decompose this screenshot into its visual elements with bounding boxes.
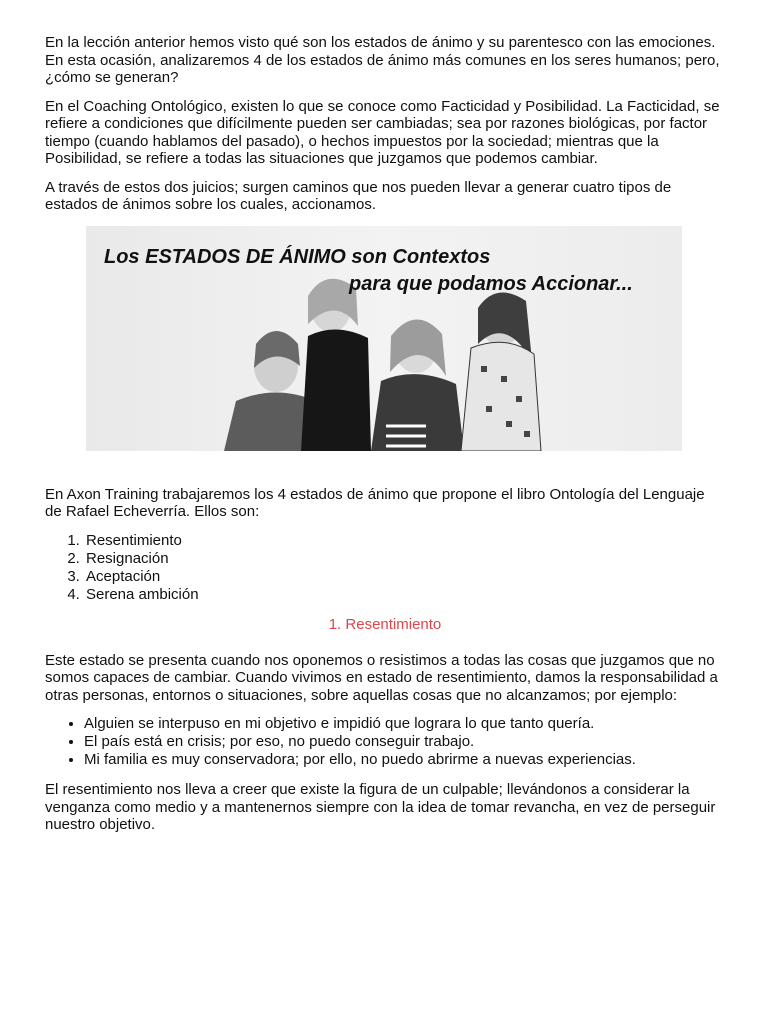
list-item: 3. Aceptación <box>84 568 725 586</box>
ejemplos-list <box>45 715 725 769</box>
list-item: • El país está en crisis; por eso, no puedo conseguir trabajo. <box>84 733 725 751</box>
banner-line-2: para que podamos Accionar... <box>349 272 633 295</box>
list-item: • Mi familia es muy conservadora; por ello, no puedo abrirme a nuevas experiencias. <box>84 751 725 769</box>
resentimiento-paragraph: Este estado se presenta cuando nos oponemos o resistimos a todas las cosas que juzgamos que no somos capaces de cambiar. Cuando vivimos en estado de resentimiento, damos la responsabilidad a otras personas, entornos o situaciones, sobre aquellas cosas que no alcanzamos; por ejemplo: <box>45 651 718 704</box>
coaching-paragraph: En el Coaching Ontológico, existen lo que se conoce como Facticidad y Posibilidad. La Facticidad, se refiere a condiciones que difícilmente pueden ser cambiadas; sea por razones biológicas, por factor tiempo (cuando hablamos del pasado), o hechos impuestos por la sociedad; mientras que la Posibilidad, se refiere a todas las situaciones que juzgamos que podemos cambiar. <box>45 97 720 167</box>
banner-image <box>86 226 682 451</box>
intro-paragraph: En la lección anterior hemos visto qué son los estados de ánimo y su parentesco con las emociones. En esta ocasión, analizaremos 4 de los estados de ánimo más comunes en los seres humanos; pero, ¿cómo se generan? <box>45 34 720 86</box>
list-item: • Alguien se interpuso en mi objetivo e impidió que lograra lo que tanto quería. <box>84 715 725 733</box>
juicios-paragraph: A través de estos dos juicios; surgen caminos que nos pueden llevar a generar cuatro tipos de estados de ánimos sobre los cuales, accionamos. <box>45 178 672 213</box>
banner-line-1: Los ESTADOS DE ÁNIMO son Contextos <box>104 245 491 268</box>
estados-list <box>45 532 725 604</box>
document-body <box>45 34 725 845</box>
list-item: 4. Serena ambición <box>84 586 725 604</box>
section-title: 1. Resentimiento <box>328 615 442 633</box>
axon-paragraph: En Axon Training trabajaremos los 4 estados de ánimo que propone el libro Ontología del Lenguaje de Rafael Echeverría. Ellos son: <box>45 485 705 520</box>
conclusion-paragraph: El resentimiento nos lleva a creer que existe la figura de un culpable; llevándonos a considerar la venganza como medio y a mantenernos siempre con la idea de tomar revancha, en vez de perseguir nuestro objetivo. <box>45 781 716 833</box>
list-item: 2. Resignación <box>84 550 725 568</box>
list-item: 1. Resentimiento <box>84 532 725 550</box>
